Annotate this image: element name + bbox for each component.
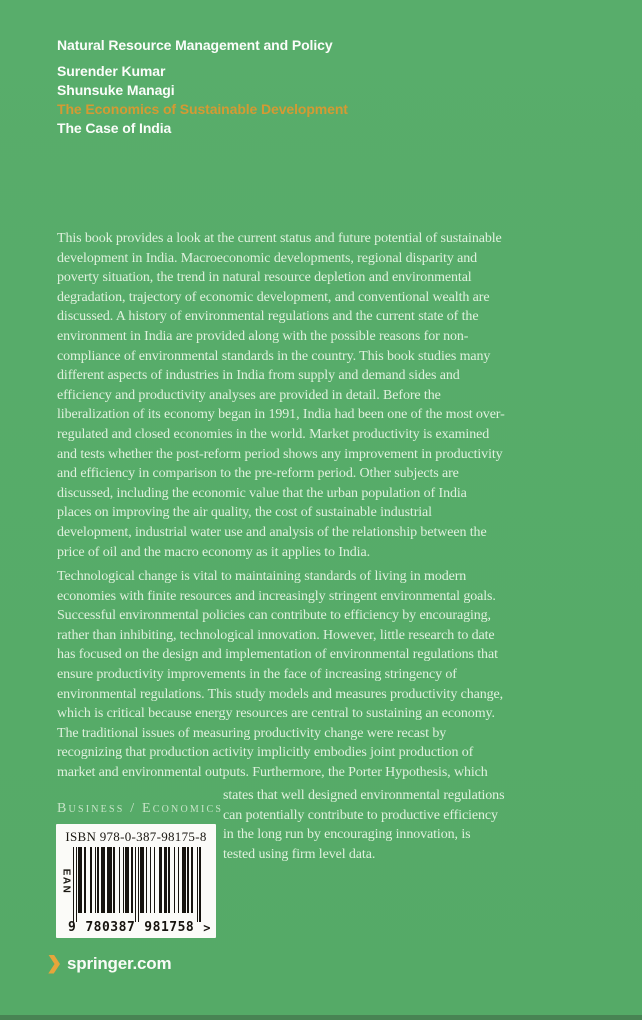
series-title: Natural Resource Management and Policy — [57, 37, 333, 53]
text-line: degradation, trajectory of economic development, and conventional wealth are — [57, 289, 490, 305]
text-line: Successful environmental policies can contribute to efficiency by encouraging, — [57, 608, 491, 624]
text-line: development, industrial water use and analysis of the relationship between the — [57, 524, 487, 540]
barcode-digit-group: 9 — [68, 920, 77, 935]
text-line: price of oil and the macro economy as it applies to India. — [57, 544, 370, 560]
text-line: Technological change is vital to maintaining standards of living in modern — [57, 569, 467, 584]
text-line: efficiency and productivity analyses are provided in detail. Before the — [57, 387, 441, 403]
book-title: The Economics of Sustainable Development — [57, 101, 348, 117]
ean-label: EAN — [60, 868, 72, 895]
text-line: recognizing that production activity implicitly embodies joint production of — [57, 745, 474, 761]
text-line: in the long run by encouraging innovation, is — [223, 827, 471, 843]
barcode-digits — [68, 920, 211, 935]
text-line: environment in India are provided along with the possible reasons for non- — [57, 328, 469, 344]
text-line: states that well designed environmental regulations — [223, 788, 505, 803]
text-line: which is critical because energy resources are central to sustaining an economy. — [57, 706, 495, 722]
author-name: Surender Kumar — [57, 63, 166, 79]
book-subtitle: The Case of India — [57, 120, 172, 136]
isbn-number: ISBN 978-0-387-98175-8 — [65, 829, 207, 844]
text-line: development in India. Macroeconomic developments, regional disparity and — [57, 250, 478, 266]
text-line: places on improving the air quality, the cost of sustainable industrial — [57, 505, 432, 521]
text-line: can potentially contribute to productive efficiency — [223, 807, 498, 823]
text-line: rather than inhibiting, technological innovation. However, little research to date — [57, 627, 495, 643]
synopsis-paragraph-2-wrap — [223, 786, 504, 864]
synopsis-paragraph-2 — [57, 567, 503, 783]
page-bottom-edge — [0, 1015, 642, 1020]
text-line: liberalization of its economy began in 1991, India had been one of the most over- — [57, 407, 505, 423]
text-line: discussed, including the economic value that the urban population of India — [57, 485, 467, 501]
text-line: ensure productivity improvements in the face of increasing stringency of — [57, 666, 457, 682]
author-name: Shunsuke Managi — [57, 82, 175, 98]
isbn-barcode — [56, 824, 216, 938]
text-line: different aspects of industries in India from supply and demand sides and — [57, 368, 460, 384]
publisher-url: springer.com — [67, 954, 172, 973]
text-line: The traditional issues of measuring productivity change were recast by — [57, 725, 447, 741]
text-line: market and environmental outputs. Furthermore, the Porter Hypothesis, which — [57, 764, 488, 780]
text-line: compliance of environmental standards in the country. This book studies many — [57, 348, 491, 364]
publisher-footer — [47, 954, 171, 974]
barcode-module — [199, 847, 200, 922]
category-label: Business / Economics — [57, 801, 224, 816]
barcode-bars — [73, 847, 201, 922]
text-line: and tests whether the post-reform period shows any improvement in productivity — [57, 446, 503, 462]
text-line: regulated and closed economies in the world. Market productivity is examined — [57, 426, 490, 442]
text-line: tested using firm level data. — [223, 846, 376, 862]
barcode-digit-group: 780387 — [85, 920, 136, 935]
text-line: has focused on the design and implementation of environmental regulations that — [57, 647, 498, 663]
synopsis-paragraph-1 — [57, 229, 505, 562]
barcode-digit-group: 981758 — [144, 920, 195, 935]
text-line: environmental regulations. This study models and measures productivity change, — [57, 686, 504, 702]
text-line: discussed. A history of environmental regulations and the current state of the — [57, 309, 479, 325]
springer-chevron-icon — [47, 955, 60, 974]
text-line: This book provides a look at the current status and future potential of sustainable — [57, 231, 502, 246]
text-line: poverty situation, the trend in natural resource depletion and environmental — [57, 270, 472, 286]
barcode-arrow: > — [203, 921, 211, 935]
text-line: and efficiency in comparison to the pre-reform period. Other subjects are — [57, 466, 459, 482]
text-line: economies with finite resources and increasingly stringent environmental goals. — [57, 588, 496, 604]
